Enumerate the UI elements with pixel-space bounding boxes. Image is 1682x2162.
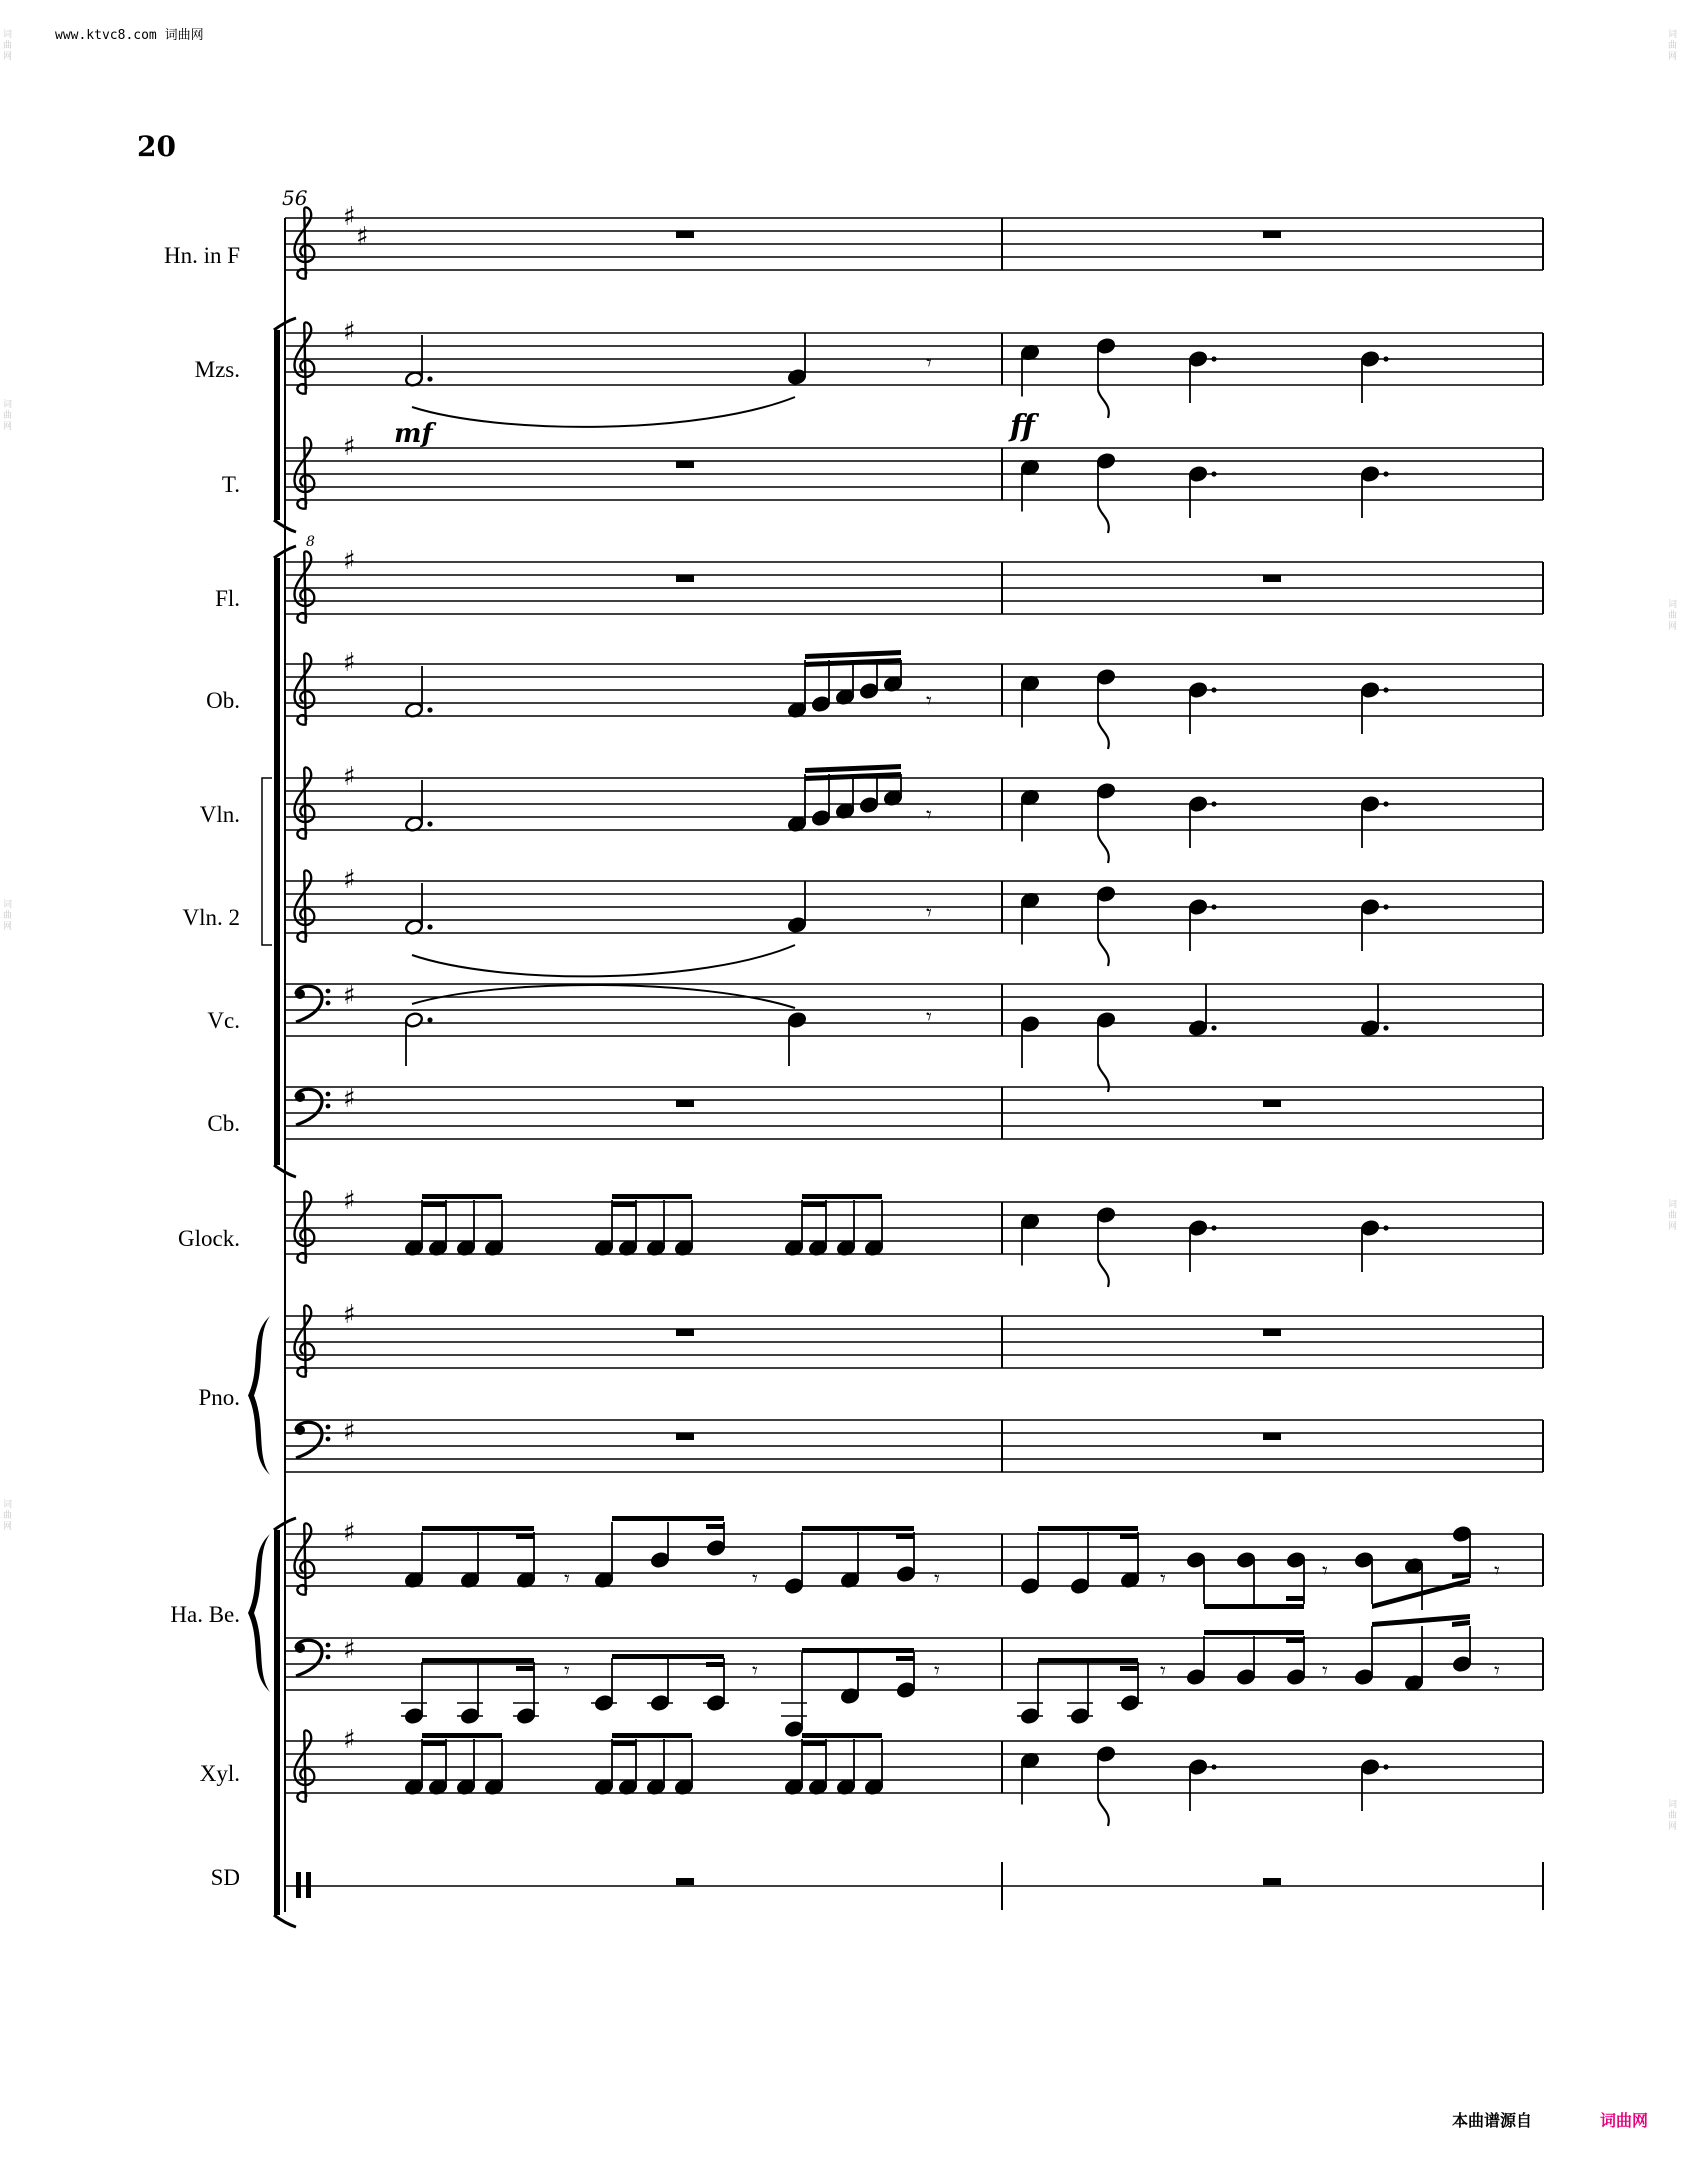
beam: [612, 1516, 724, 1521]
instrument-label-habe: Ha. Be.: [170, 1602, 240, 1627]
beam: [612, 1654, 724, 1659]
watermark-right-4: 词曲网: [1668, 1800, 1678, 1832]
notehead: [1286, 1669, 1305, 1686]
whole-rest: [676, 1329, 694, 1336]
whole-rest: [676, 461, 694, 468]
eighth-rest: 𝄾: [926, 803, 932, 828]
instrument-label-fl: Fl.: [215, 586, 240, 611]
tie: [412, 397, 795, 427]
instrument-label-vln2: Vln. 2: [182, 905, 240, 930]
notehead: [1452, 1526, 1471, 1543]
notehead: [1120, 1695, 1139, 1712]
notehead: [1070, 1578, 1089, 1595]
beam: [706, 1662, 724, 1667]
eighth-rest: 𝄾: [564, 1659, 570, 1684]
beam: [802, 1648, 914, 1653]
notehead: [1096, 886, 1115, 903]
eighth-rest: 𝄾: [752, 1659, 758, 1684]
notehead: [650, 1552, 669, 1569]
notehead: [787, 369, 806, 386]
percussion-clef-icon: [306, 1872, 311, 1898]
augmentation-dot: [1211, 801, 1216, 806]
beam: [802, 1202, 826, 1207]
beam: [1452, 1620, 1470, 1627]
notehead: [1360, 899, 1379, 916]
whole-rest: [1263, 1433, 1281, 1440]
notehead: [1188, 351, 1207, 368]
staff-cb: [285, 1087, 1543, 1139]
augmentation-dot: [1383, 1225, 1388, 1230]
whole-rest: [1263, 231, 1281, 238]
eighth-rest: 𝄾: [934, 1659, 940, 1684]
instrument-label-vln: Vln.: [199, 802, 240, 827]
eighth-rest: 𝄾: [926, 1005, 932, 1030]
beam: [422, 1733, 502, 1738]
augmentation-dot: [1383, 904, 1388, 909]
notehead: [784, 1721, 803, 1738]
notehead: [1360, 466, 1379, 483]
beam: [805, 764, 901, 773]
beam: [422, 1194, 502, 1199]
watermark-right-2: 词曲网: [1668, 600, 1678, 632]
augmentation-dot: [1383, 1025, 1388, 1030]
flag: [1098, 835, 1109, 863]
beam: [1038, 1526, 1138, 1531]
notehead: [1354, 1669, 1373, 1686]
bracket-voices: [274, 330, 280, 520]
augmentation-dot: [427, 707, 432, 712]
notehead: [516, 1708, 535, 1725]
whole-rest: [676, 231, 694, 238]
notehead: [1188, 796, 1207, 813]
instrument-label-sd: SD: [210, 1865, 240, 1890]
augmentation-dot: [1211, 687, 1216, 692]
notehead: [1236, 1669, 1255, 1686]
sharp-icon: ♯: [343, 1417, 356, 1447]
notehead: [1186, 1552, 1205, 1569]
beam: [802, 1526, 914, 1531]
notehead: [1020, 1578, 1039, 1595]
staff-vln: [285, 767, 1543, 838]
augmentation-dot: [1383, 687, 1388, 692]
brace-harp: [248, 1534, 270, 1692]
beam: [1120, 1534, 1138, 1539]
eighth-rest: 𝄾: [934, 1567, 940, 1592]
measure-number: 56: [282, 186, 308, 210]
bracket-strings: [274, 558, 280, 1165]
instrument-label-xyl: Xyl.: [199, 1761, 240, 1786]
bracket-perc-hook: [274, 1915, 296, 1927]
whole-rest: [1263, 1878, 1281, 1885]
notehead: [1188, 1220, 1207, 1237]
whole-rest: [1263, 1100, 1281, 1107]
beam: [1204, 1630, 1304, 1635]
augmentation-dot: [1211, 1764, 1216, 1769]
notehead: [706, 1695, 725, 1712]
notehead: [1096, 1012, 1115, 1029]
eighth-rest: 𝄾: [1494, 1659, 1500, 1684]
notehead: [1188, 899, 1207, 916]
beam: [706, 1524, 724, 1529]
augmentation-dot: [427, 376, 432, 381]
beam: [805, 650, 901, 659]
eighth-rest: 𝄾: [1322, 1659, 1328, 1684]
beam: [516, 1666, 534, 1671]
whole-rest: [1263, 575, 1281, 582]
notehead: [1188, 682, 1207, 699]
beam: [612, 1202, 636, 1207]
beam: [896, 1534, 914, 1539]
notehead: [1360, 351, 1379, 368]
notehead: [1186, 1669, 1205, 1686]
octave-mark: 8: [306, 534, 315, 550]
beam: [422, 1526, 534, 1531]
notehead: [811, 696, 830, 713]
staff-mzs: [285, 322, 1543, 393]
notehead: [859, 683, 878, 700]
sharp-icon: ♯: [343, 317, 356, 347]
sharp-icon: ♯: [343, 1725, 356, 1755]
notehead: [1096, 338, 1115, 355]
notehead: [650, 1695, 669, 1712]
flag: [1098, 505, 1109, 533]
augmentation-dot: [427, 1017, 432, 1022]
beam: [1286, 1596, 1304, 1601]
whole-rest: [676, 1433, 694, 1440]
notehead: [1188, 466, 1207, 483]
notehead: [1360, 1759, 1379, 1776]
notehead: [811, 810, 830, 827]
notehead: [1236, 1552, 1255, 1569]
beam: [896, 1656, 914, 1661]
beam: [1286, 1638, 1304, 1643]
augmentation-dot: [1383, 471, 1388, 476]
page-number: 20: [137, 130, 176, 163]
dynamic-mf: mf: [394, 419, 433, 449]
beam: [802, 1741, 826, 1746]
staff-pno-lh: [285, 1420, 1543, 1472]
whole-rest: [676, 1878, 694, 1885]
sharp-icon: ♯: [343, 865, 356, 895]
beam: [1120, 1666, 1138, 1671]
watermark-left-4: 词曲网: [3, 1500, 13, 1532]
sharp-icon: ♯: [343, 762, 356, 792]
notehead: [460, 1708, 479, 1725]
augmentation-dot: [1211, 904, 1216, 909]
instrument-label-pno: Pno.: [198, 1385, 240, 1410]
flag: [1098, 938, 1109, 966]
beam: [802, 1733, 882, 1738]
eighth-rest: 𝄾: [1160, 1567, 1166, 1592]
augmentation-dot: [427, 924, 432, 929]
notehead: [784, 1578, 803, 1595]
footer-source: 本曲谱源自: [1452, 2111, 1533, 2130]
notehead: [1354, 1552, 1373, 1569]
beam: [1204, 1604, 1304, 1609]
eighth-rest: 𝄾: [926, 901, 932, 926]
sharp-icon: ♯: [343, 1084, 356, 1114]
staff-fl: [285, 551, 1543, 622]
watermark-right: 词曲网: [1668, 30, 1678, 62]
beam: [612, 1741, 636, 1746]
notehead: [1360, 796, 1379, 813]
notehead: [1096, 783, 1115, 800]
augmentation-dot: [1211, 471, 1216, 476]
eighth-rest: 𝄾: [564, 1567, 570, 1592]
beam: [422, 1658, 534, 1663]
instrument-label-vc: Vc.: [207, 1008, 240, 1033]
flag: [1098, 1798, 1109, 1826]
sharp-icon: ♯: [343, 981, 356, 1011]
instrument-label-ob: Ob.: [206, 688, 240, 713]
augmentation-dot: [1211, 356, 1216, 361]
augmentation-dot: [1383, 1764, 1388, 1769]
eighth-rest: 𝄾: [1160, 1659, 1166, 1684]
staff-t: [285, 437, 1543, 508]
beam: [612, 1194, 692, 1199]
flag: [1098, 390, 1109, 418]
bass-clef-icon: [295, 1089, 330, 1125]
notehead: [1188, 1759, 1207, 1776]
tie: [412, 945, 795, 976]
notehead: [1020, 1708, 1039, 1725]
notehead: [1360, 682, 1379, 699]
flag: [1098, 1064, 1109, 1092]
augmentation-dot: [1211, 1225, 1216, 1230]
watermark-right-3: 词曲网: [1668, 1200, 1678, 1232]
eighth-rest: 𝄾: [752, 1567, 758, 1592]
notehead: [787, 917, 806, 934]
watermark-left-3: 词曲网: [3, 900, 13, 932]
sharp-icon: ♯: [343, 1518, 356, 1548]
notehead: [1096, 1207, 1115, 1224]
whole-rest: [1263, 1329, 1281, 1336]
sharp-icon: ♯: [343, 202, 356, 232]
eighth-rest: 𝄾: [926, 351, 932, 376]
notehead: [1188, 1020, 1207, 1037]
whole-rest: [676, 575, 694, 582]
notehead: [1020, 1016, 1039, 1033]
bass-clef-icon: [295, 1640, 330, 1676]
beam: [612, 1733, 692, 1738]
augmentation-dot: [1383, 801, 1388, 806]
footer-brand: 词曲网: [1600, 2111, 1649, 2130]
sharp-icon: ♯: [343, 546, 356, 576]
beam: [1372, 1578, 1470, 1609]
notehead: [896, 1682, 915, 1699]
notehead: [1360, 1020, 1379, 1037]
staff-hn: [285, 207, 1543, 278]
notehead: [1070, 1708, 1089, 1725]
bracket-perc: [274, 1530, 280, 1915]
watermark-left-2: 词曲网: [3, 400, 13, 432]
watermark-left: 词曲网: [3, 30, 13, 62]
notehead: [594, 1695, 613, 1712]
beam: [422, 1202, 446, 1207]
notehead: [404, 1708, 423, 1725]
notehead: [859, 797, 878, 814]
eighth-rest: 𝄾: [926, 689, 932, 714]
flag: [1098, 721, 1109, 749]
percussion-clef-icon: [296, 1872, 301, 1898]
notehead: [1096, 1746, 1115, 1763]
eighth-rest: 𝄾: [1322, 1559, 1328, 1584]
notehead: [896, 1566, 915, 1583]
sharp-icon: ♯: [343, 1186, 356, 1216]
notehead: [1096, 453, 1115, 470]
sharp-icon: ♯: [356, 222, 369, 252]
eighth-rest: 𝄾: [1494, 1559, 1500, 1584]
flag: [1098, 1259, 1109, 1287]
instrument-label-cb: Cb.: [207, 1111, 240, 1136]
notehead: [404, 1012, 423, 1029]
staff-pno-rh: [285, 1305, 1543, 1376]
notehead: [1360, 1220, 1379, 1237]
beam: [422, 1741, 446, 1746]
augmentation-dot: [1211, 1025, 1216, 1030]
staff-ob: [285, 653, 1543, 724]
dynamic-ff: ff: [1010, 409, 1035, 444]
notehead: [706, 1540, 725, 1557]
site-header: www.ktvc8.com 词曲网: [55, 28, 204, 43]
notehead: [1286, 1552, 1305, 1569]
instrument-label-hn: Hn. in F: [163, 243, 240, 268]
notehead: [1452, 1656, 1471, 1673]
sharp-icon: ♯: [343, 1635, 356, 1665]
augmentation-dot: [427, 821, 432, 826]
instrument-label-glock: Glock.: [178, 1226, 240, 1251]
instrument-label-t: T.: [221, 472, 240, 497]
notehead: [787, 1012, 806, 1029]
sharp-icon: ♯: [343, 1300, 356, 1330]
beam: [1038, 1658, 1138, 1663]
beam: [516, 1534, 534, 1539]
sharp-icon: ♯: [343, 432, 356, 462]
brace-piano: [248, 1316, 270, 1475]
bass-clef-icon: [295, 986, 330, 1022]
instrument-label-mzs: Mzs.: [194, 357, 240, 382]
bass-clef-icon: [295, 1422, 330, 1458]
notehead: [1096, 669, 1115, 686]
whole-rest: [676, 1100, 694, 1107]
staff-vln2: [285, 870, 1543, 941]
beam: [802, 1194, 882, 1199]
sharp-icon: ♯: [343, 648, 356, 678]
bracket-violins: [262, 778, 272, 945]
augmentation-dot: [1383, 356, 1388, 361]
